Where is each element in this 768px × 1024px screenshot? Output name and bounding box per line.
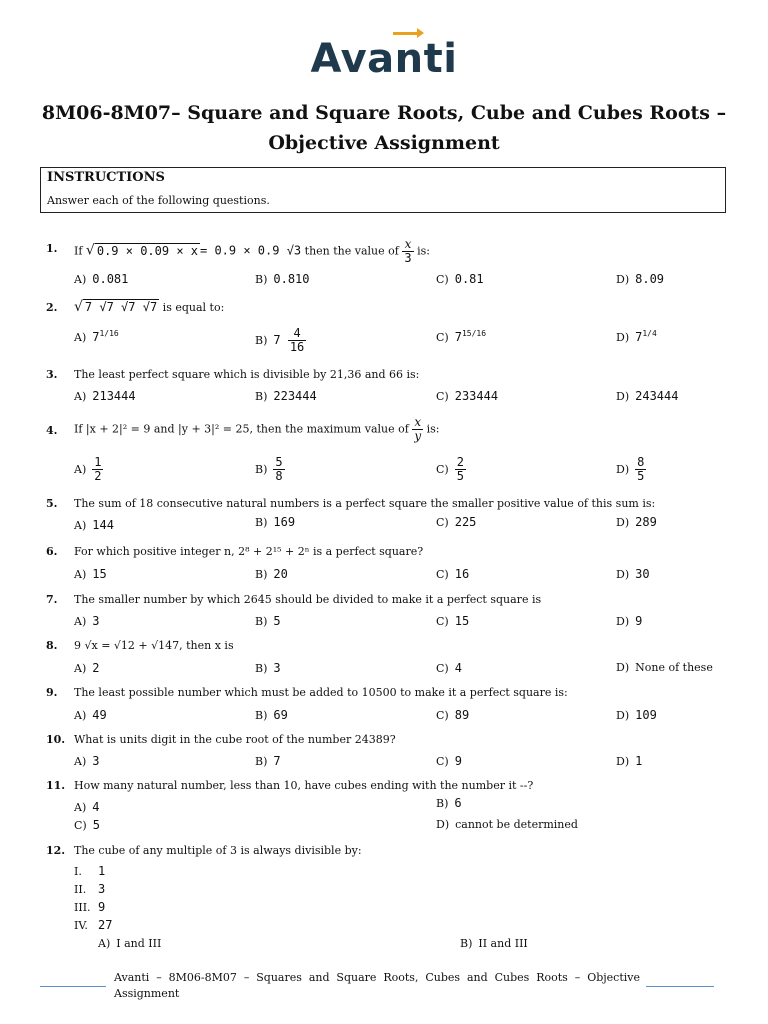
option-c[interactable]: C) 4 xyxy=(436,661,462,675)
question-text: What is units digit in the cube root of the number 24389? xyxy=(74,733,396,746)
list-item: I. 1 xyxy=(74,864,106,878)
list-item: III. 9 xyxy=(74,900,106,914)
option-d[interactable]: D) None of these xyxy=(616,661,713,674)
option-b[interactable]: B) 169 xyxy=(255,515,296,529)
question-number: 6. xyxy=(46,545,58,558)
question-number: 1. xyxy=(46,242,58,255)
option-b[interactable]: B) II and III xyxy=(460,937,528,950)
question-number: 4. xyxy=(46,424,58,437)
option-b[interactable]: B) 20 xyxy=(255,567,288,581)
option-a[interactable]: A) $\frac{1}{2}$ xyxy=(74,455,102,483)
option-c[interactable]: C) 225 xyxy=(436,515,477,529)
question-number: 7. xyxy=(46,593,58,606)
option-d[interactable]: D) $\frac{8}{5}$ xyxy=(616,455,645,483)
option-c[interactable]: C) 16 xyxy=(436,567,470,581)
instructions-heading: INSTRUCTIONS xyxy=(47,170,165,185)
question-text: How many natural number, less than 10, have cubes ending with the number it --? xyxy=(74,779,534,792)
option-d[interactable]: D) 289 xyxy=(616,515,657,529)
option-d[interactable]: D) 9 xyxy=(616,614,643,628)
option-d[interactable]: D) 30 xyxy=(616,567,650,581)
question-number: 11. xyxy=(46,779,66,792)
instructions-text: Answer each of the following questions. xyxy=(47,194,270,207)
option-c[interactable]: C) $7^{15/16}$ xyxy=(436,329,487,344)
question-number: 3. xyxy=(46,368,58,381)
option-a[interactable]: A) 213444 xyxy=(74,389,136,403)
option-a[interactable]: A) 3 xyxy=(74,754,100,768)
option-c[interactable]: C) 9 xyxy=(436,754,462,768)
option-a[interactable]: A) 49 xyxy=(74,708,107,722)
page-footer: Avanti – 8M06-8M07 – Squares and Square Roots, Cubes and Cubes Roots – Objective Assignment xyxy=(114,971,640,1000)
question-number: 5. xyxy=(46,497,58,510)
question-text: If √ 0.9 × 0.09 × x = 0.9 × 0.9 √3 then the value of $\frac{x}{3}$ is: xyxy=(74,237,430,265)
option-a[interactable]: A) 4 xyxy=(74,800,100,814)
option-b[interactable]: B) $\frac{5}{8}$ xyxy=(255,455,283,483)
option-d[interactable]: D) $7^{1/4}$ xyxy=(616,329,657,344)
question-text: The least perfect square which is divisible by 21,36 and 66 is: xyxy=(74,368,420,381)
option-b[interactable]: B) 69 xyxy=(255,708,288,722)
option-b[interactable]: B) 7 xyxy=(255,754,281,768)
question-text: The sum of 18 consecutive natural numbers is a perfect square the smaller positive value of this sum is: xyxy=(74,497,656,510)
instructions-box xyxy=(40,167,726,213)
option-a[interactable]: A) 0.081 xyxy=(74,272,129,286)
question-text: If |x + 2|² = 9 and |y + 3|² = 25, then the maximum value of $\frac{x}{y}$ is: xyxy=(74,415,440,443)
question-text: √ 7 √7 √7 √7 is equal to: xyxy=(74,299,225,315)
option-a[interactable]: A) 3 xyxy=(74,614,100,628)
option-b[interactable]: B) 7 $\frac{4}{16}$ xyxy=(255,326,305,354)
option-c[interactable]: C) 5 xyxy=(74,818,100,832)
avanti-logo: Ava nti xyxy=(0,36,768,82)
option-c[interactable]: C) 89 xyxy=(436,708,470,722)
footer-rule-left xyxy=(40,986,106,987)
option-b[interactable]: B) 223444 xyxy=(255,389,317,403)
question-text: 9 √x = √12 + √147, then x is xyxy=(74,639,234,652)
option-b[interactable]: B) 3 xyxy=(255,661,281,675)
option-c[interactable]: C) $\frac{2}{5}$ xyxy=(436,455,464,483)
option-b[interactable]: B) 0.810 xyxy=(255,272,310,286)
option-c[interactable]: C) 0.81 xyxy=(436,272,484,286)
option-c[interactable]: C) 15 xyxy=(436,614,470,628)
page-title xyxy=(30,98,738,158)
question-text: The smaller number by which 2645 should be divided to make it a perfect square is xyxy=(74,593,542,606)
option-d[interactable]: D) cannot be determined xyxy=(436,818,578,831)
question-text: For which positive integer n, 2⁸ + 2¹⁵ + 2ⁿ is a perfect square? xyxy=(74,545,424,558)
list-item: IV. 27 xyxy=(74,918,113,932)
option-c[interactable]: C) 233444 xyxy=(436,389,499,403)
option-b[interactable]: B) 5 xyxy=(255,614,281,628)
list-item: II. 3 xyxy=(74,882,106,896)
title-line-2: Objective Assignment xyxy=(268,132,500,154)
option-b[interactable]: B) 6 xyxy=(436,796,462,810)
question-number: 8. xyxy=(46,639,58,652)
question-number: 2. xyxy=(46,301,58,314)
question-text: The least possible number which must be added to 10500 to make it a perfect square is: xyxy=(74,686,568,699)
question-number: 9. xyxy=(46,686,58,699)
option-a[interactable]: A) I and III xyxy=(98,937,162,950)
option-a[interactable]: A) 144 xyxy=(74,518,114,532)
option-d[interactable]: D) 8.09 xyxy=(616,272,665,286)
option-d[interactable]: D) 243444 xyxy=(616,389,679,403)
question-text: The cube of any multiple of 3 is always divisible by: xyxy=(74,844,362,857)
option-a[interactable]: A) 15 xyxy=(74,567,107,581)
question-number: 12. xyxy=(46,844,66,857)
option-d[interactable]: D) 1 xyxy=(616,754,643,768)
title-line-1: 8M06-8M07– Square and Square Roots, Cube and Cubes Roots – xyxy=(41,102,727,124)
option-a[interactable]: A) 2 xyxy=(74,661,100,675)
option-a[interactable]: A) $7^{1/16}$ xyxy=(74,329,119,344)
question-number: 10. xyxy=(46,733,66,746)
option-d[interactable]: D) 109 xyxy=(616,708,657,722)
footer-rule-right xyxy=(646,986,714,987)
